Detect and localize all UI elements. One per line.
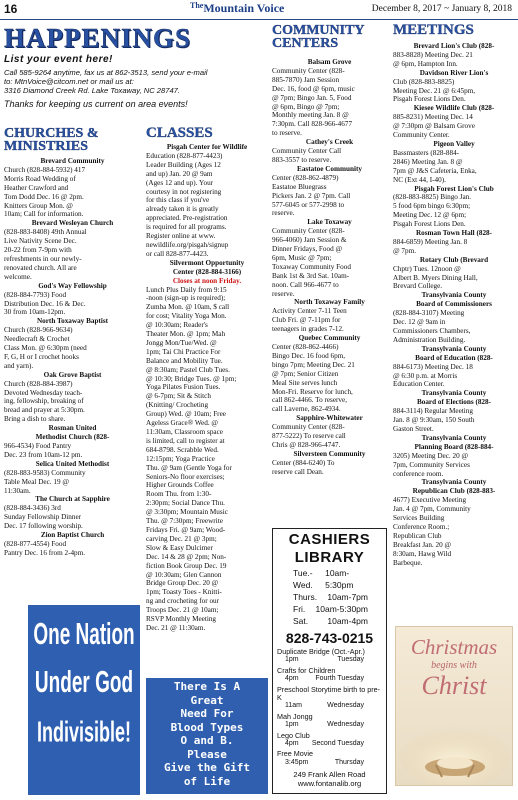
text-line: Center (828-884-3166) [172,267,242,276]
library-event-title: Crafts for Children [277,665,336,675]
text-line: Group) Wed. @ 10am; Free [146,410,226,419]
text-line: Club (828-883-8825) [393,77,455,86]
text-line: @ 10:30am; Reader's [146,321,208,330]
text-line: @ 7pm; Bingo Jan. 5, Food [272,93,352,102]
text-line: Rosman United [48,424,97,433]
text-line: Dec. 16, food @ 6pm, music [272,84,355,93]
issue-date: December 8, 2017 ~ January 8, 2018 [371,4,512,14]
text-line: Seniors-No floor exercises; [146,472,225,481]
hours-time: 10am-5:30pm [325,568,354,590]
meetings-column [393,42,515,620]
event-time: 4pm [285,740,299,748]
library-name: CASHIERS LIBRARY [288,531,371,566]
text-line: 5 food 6pm bingo 6:30pm; [393,202,471,211]
library-hours-row [293,615,368,627]
library-event-title: Lego Club [277,730,310,740]
event-day: Second Tuesday [311,740,364,748]
happenings-subtitle: List your event here! [4,54,113,65]
text-line: Republican Club (828-883- [412,487,496,496]
meetings-heading-text: MEETINGS [393,24,474,38]
text-line: Yoga Pilates Fusion Tues. [146,383,221,392]
text-line: 11:30am, Classroom space [146,428,223,436]
text-line: Conference Room.; [393,522,450,531]
text-line: welcome. [4,272,32,281]
hours-day: Tue.-Wed. [293,568,313,590]
text-line: @ 10:30am; Glen Cannon [146,570,222,579]
text-line: Education (828-877-4423) [146,151,223,160]
library-event-title: Free Movie [277,749,313,759]
text-line: Brevard College. [393,282,443,291]
event-time: 11am [285,702,302,710]
text-line: Cathey's Creek [305,138,354,147]
text-line: Pisgah Forest Lion's Club [414,184,494,193]
community-heading [272,24,386,56]
text-line: 10am; Call for information. [4,210,84,219]
text-line: Tom Dodd Dec. 16 @ 2pm. [4,192,84,201]
text-line: 884-6173) Meeting Dec. 18 [393,362,473,371]
text-line: Dec. 17 following worship. [4,522,83,531]
blood-box-line: O and B. [180,734,234,747]
text-line: @ 7pm; Senior Citizen [272,369,339,378]
text-line: 20-22 from 7-9pm with [4,246,72,255]
page-number: 16 [4,2,18,16]
text-line: Devoted Wednesday teach- [4,388,83,397]
text-line: Community Center (828- [272,66,345,75]
text-line: @ 6pm, Bingo @ 7pm; [272,102,340,111]
text-line: Silvermont Opportunity [169,258,245,267]
text-line: Balsam Grove [307,58,352,66]
text-line: Community Center Call [272,147,342,156]
text-line: for cost; Vitality Yoga Mon. [146,312,227,321]
text-line: 3205) Meeting Dec. 20 @ [393,451,469,460]
text-line: @ 3:30pm; Mountain Music [146,508,228,517]
text-line: is required for all programs. [146,223,227,232]
text-line: Silversteen Community [293,449,366,458]
text-line: Board of Commissioners [416,300,492,309]
text-line: Services Building [393,514,445,523]
text-line: Selica United Methodist [35,459,110,468]
library-event-title: Mah Jongg [277,711,313,721]
manger-star-icon [396,715,513,785]
text-line: 7:30pm. Call 828-966-4677 [272,120,353,129]
text-line: Republican Club [393,531,442,540]
text-line: Chptr) Tues. 12noon @ [393,264,461,273]
text-line: is limited, call to register at [146,436,225,445]
text-line: 1pm; Toasty Toes - Knitti- [146,588,222,597]
text-line: renovated church. All are [4,263,77,272]
text-line: and yarn). [4,361,34,370]
text-line: Bridge Group Dec. 20 @ [146,579,219,588]
text-line: (828-883-8825) Bingo Jan. [393,193,472,202]
library-event-schedule [285,702,364,710]
text-line: Sunday Fellowship Dinner [4,513,82,522]
text-line: Dec. 21 @ 11:30am. [146,623,206,632]
text-line: Fridays Fri. @ 9am; Wood- [146,525,226,534]
blood-box-line: There Is A [173,680,241,693]
text-line: Slow & Easy Dulcimer [146,543,213,552]
text-line: Room Thu. from 1:30- [146,490,212,499]
text-line: Thu. @ 9am (Gentle Yoga for [146,463,232,472]
text-line: Center (884-6240) To [272,458,335,467]
text-line: Administration Building. [393,335,466,344]
text-line: courtesy in not registering [146,187,222,196]
text-line: Board of Elections (828- [416,398,492,407]
text-line: Pisgah Forest Lions Den. [393,95,466,104]
event-time: 3:45pm [285,758,309,766]
text-line: Community Center. [393,131,450,140]
text-line: Zumba Mon. @ 10am, $ call [146,303,230,312]
text-line: Center (828-862-4879) [272,173,339,182]
text-line: Balance and Mobility Tue. [146,356,223,365]
hours-time: 10am-7pm [327,592,368,602]
text-line: Meeting Dec. 21 @ 6:45pm, [393,86,476,95]
text-line: Transylvania County [421,478,487,487]
text-line: Bank 1st & 3rd Sat. 10am- [272,271,350,280]
text-line: Higher Grounds Coffee [146,481,214,490]
text-line: already taken it is greatly [146,205,219,214]
christmas-begins-with-christ-graphic [395,626,513,786]
text-line: Brevard Community [40,157,105,165]
text-line: appreciated. Pre-registration [146,214,228,223]
happenings-block [4,24,266,141]
text-line: Bassmasters (828-884- [393,148,460,157]
text-line: Rotary Club (Brevard [419,255,489,264]
text-line: 877-5222) To reserve call [272,432,346,441]
event-time: 4pm [285,675,299,683]
text-line: -noon (sign-up is required); [146,294,226,303]
text-line: 884-6859) Meeting Jan. 8 [393,237,468,246]
text-line: @ 10:30; Bridge Tues. @ 1pm; [146,374,237,383]
text-line: Ageless Grace® Wed. @ [146,419,219,428]
library-hours-row [293,603,368,615]
text-line: 1pm; Tai Chi Practice For [146,347,221,356]
text-line: North Toxaway Family [294,298,365,307]
text-line: @ 6:30 p.m. at Morris [393,371,458,380]
event-time: 1pm [285,721,299,729]
text-line: Education Center. [393,380,445,389]
text-line: carving Dec. 21 @ 3pm; [146,534,217,543]
text-line: 30 from 10am-12pm. [4,308,66,317]
text-line: Theater Mon. @ 1pm; Mah [146,330,226,339]
text-line: reserve call Dean. [272,467,324,476]
text-line: 883-8828) Meeting Dec. 21 [393,50,473,59]
text-line: ing, fellowship, breaking of [4,397,84,406]
text-line: (828-884-3107) Meeting [393,309,465,318]
library-events [277,648,382,767]
text-line: Leader Building (Ages 12 [146,160,221,169]
text-line: Lunch Plus Daily from 9:15 [146,285,227,294]
community-column [272,58,387,524]
text-line: (828-883-8408) 49th Annual [4,228,87,237]
one-nation-line: Indivisible! [36,716,132,748]
event-day: Wednesday [327,702,364,710]
text-line: Barbeque. [393,558,423,567]
text-line: Lake Toxaway [307,218,352,227]
text-line: Quebec Community [298,334,361,343]
text-line: Community Center (828- [272,227,345,236]
text-line: Dec. 12 @ 9am in [393,318,446,327]
page-header [0,0,518,20]
text-line: Mon-Fri. Reserve for lunch, [272,387,353,396]
text-line: @ 7:30pm @ Balsam Grove [393,122,475,131]
library-website: www.fontanalib.org [297,778,362,788]
text-line: (Ages 12 and up). Your [146,178,214,187]
library-address: 249 Frank Allen Road [293,770,366,780]
text-line: North Toxaway Baptist [36,317,109,326]
text-line: Activity Center 7-11 Teen [272,307,347,316]
text-line: F, G, H or I crochet hooks [4,352,79,361]
text-line: @ 8:30am; Pastel Club Tues. [146,365,230,374]
text-line: Transylvania County [421,433,487,442]
text-line: Meal Site serves lunch [272,378,338,387]
blood-box-line: Need For [180,707,234,720]
library-event-schedule [285,721,364,729]
text-line: Needlecraft & Crochet [4,335,70,344]
text-line: NC (Ext 44, I-40). [393,175,446,184]
text-line: Chris @ 828-966-4747. [272,440,341,449]
event-day: Wednesday [327,721,364,729]
text-line: Table Meal Dec. 19 @ [4,477,69,486]
churches-heading-line: MINISTRIES [4,139,89,154]
text-line: (828-877-4554) Food [4,539,67,548]
instructions-line: Call 585-9264 anytime, fax us at 862-3513, send your e-mail [4,68,208,77]
text-line: 884-3114) Regular Meeting [393,407,473,416]
text-line: The Church at Sapphire [35,495,110,504]
library-phone: 828-743-0215 [285,630,374,646]
classes-heading [146,127,266,143]
xmas-line-christmas: Christmas [410,635,498,659]
text-line: Toxaway Community Food [272,262,351,271]
blood-box-line: Blood Types [170,720,244,734]
blood-box-line: of Life [183,774,231,788]
text-line: newildlife.org/pisgah/signup [146,240,229,249]
text-line: Pickers Jan. 2 @ 7pm. Call [272,191,351,200]
cashiers-library-ad [272,528,387,794]
text-line: @ 7pm. [393,246,416,255]
text-line: RSVP Monthly Meeting [146,615,217,624]
text-line: Methodist Church (828- [35,433,110,442]
text-line: refreshments in our newly- [4,254,82,263]
text-line: Pisgah Center for Wildlife [166,143,248,151]
instructions-line: 3316 Diamond Creek Rd. Lake Toxaway, NC 28747. [4,86,181,96]
text-line: Heather Crawford and [4,183,69,192]
hours-time: 10am-5:30pm [315,604,368,614]
text-line: Eastatoe Community [297,164,362,173]
text-line: Church (828-966-9634) [4,326,73,335]
masthead-title: Mountain Voice [203,1,285,15]
text-line: to reserve. [272,129,302,138]
churches-heading [4,127,129,157]
text-line: God's Way Fellowship [38,281,107,290]
text-line: teenagers in grades 7-12. [272,325,344,334]
text-line: Morris Road Wedding of [4,174,76,183]
text-line: Church (828-884-5932) 417 [4,165,86,174]
text-line: Oak Grove Baptist [43,370,102,379]
text-line: Knitters Group Mon. @ [4,201,73,210]
text-line: 12:15pm; Yoga Practice [146,454,215,463]
text-line: noon. Call 966-4677 to [272,280,339,289]
xmas-line-christ: Christ [421,671,487,700]
text-line: Zion Baptist Church [40,531,105,540]
hours-day: Thurs. [293,592,318,602]
text-line: 577-6045 or 577-2998 to [272,200,345,209]
text-line: (828-884-7793) Food [4,290,67,299]
library-event-schedule [285,656,364,664]
text-line: Monthly meeting Jan. 8 @ [272,111,349,120]
text-line: 966-4060) Jam Session & [272,236,347,245]
text-line: Pigeon Valley [433,139,475,148]
text-line: Troops Dec. 21 @ 10am; [146,606,219,615]
text-line: Sapphire-Whitewater [296,414,363,423]
text-line: Dinner Fridays, Food @ [272,245,343,254]
text-line: 966-4534) Food Pantry [4,442,72,450]
text-line: Transylvania County [421,389,487,398]
text-line: Albert B. Myers Dining Hall, [393,273,478,282]
text-line: Dec. 14 & 28 @ 2pm; Non- [146,552,227,561]
text-line: or call 828-877-4423. [146,249,209,258]
one-nation-line: Under God [34,666,134,700]
text-line: @ 6pm, Hampton Inn. [393,59,458,68]
one-nation-box [28,605,140,795]
text-line: 8:30am, Hawg Wild [393,549,452,558]
blood-donation-box [146,678,268,794]
classes-heading-text: CLASSES [146,127,213,141]
churches-heading-line: CHURCHES & [4,127,99,141]
text-line: Board of Education (828- [415,353,493,362]
text-line: Brevard Lion's Club (828- [413,42,495,50]
text-line: 2:30pm; Social Dance Thu. [146,499,225,508]
hours-day: Sat. [293,616,309,626]
text-line: Jan. 8 @ 9:30am, 150 South [393,416,475,425]
text-line: 885-8231) Meeting Dec. 14 [393,113,473,122]
text-line: and up) Jan. 20 @ 9am [146,169,213,178]
text-line: Transylvania County [421,344,487,353]
text-line: Pantry Dec. 16 from 2-4pm. [4,548,86,557]
masthead [190,1,284,16]
text-line: Thu. @ 7:30pm; Freewrite [146,517,223,526]
text-line: Kiesee Wildlife Club (828- [413,104,495,113]
text-line: Gaston Street. [393,424,434,433]
library-hours-row [293,567,368,591]
text-line: Commissioners Chambers, [393,327,471,335]
library-event-schedule [285,675,364,683]
masthead-the: The [190,1,204,10]
text-line: @ 6-7pm; Sit & Stitch [146,392,211,401]
library-event-title: Duplicate Bridge (Oct.-Apr.) [277,647,365,656]
blood-box-line: Great [190,693,224,707]
text-line: reserve. [272,209,295,218]
text-line: 2846) Meeting Jan. 8 @ [393,157,463,166]
one-nation-line: One Nation [33,618,135,652]
meetings-heading [393,24,513,40]
text-line: 885-7870) Jam Session [272,75,340,84]
event-day: Tuesday [337,656,364,664]
text-line: for this class if you've [146,196,210,205]
text-line: Distribution Dec. 16 & Dec. [4,299,86,308]
text-line: (828-883-9583) Community [4,468,86,477]
text-line: Dec. 23 from 10am-12 pm. [4,450,83,459]
library-event-title: Preschool Storytime birth to pre-K [277,684,381,703]
text-line: (828-884-3436) 3rd [4,504,61,513]
text-line: Bring a dish to share. [4,415,66,424]
event-day: Thursday [334,758,364,766]
library-event-schedule [285,740,364,748]
text-line: Brevard Wesleyan Church [31,219,114,228]
text-line: call Laverne, 862-4934. [272,405,341,414]
community-heading-line: COMMUNITY [272,24,365,38]
text-line: Breakfast Jan. 20 @ [393,540,452,549]
text-line: Rosman Town Hall (828- [415,229,493,238]
library-event-schedule [285,759,364,767]
library-hours-row [293,591,368,603]
text-line: Jan. 4 @ 7pm, Community [393,505,471,514]
text-line: reserve. [272,289,295,298]
text-line: call 862-4466. To reserve, [272,396,348,405]
blood-box-line: Give the Gift [163,761,251,774]
event-time: 1pm [285,656,299,664]
hours-day: Fri. [293,604,306,614]
text-line: (Knitting/ Crocheting [146,401,209,410]
text-line: Register online at www. [146,232,216,241]
text-line: Center (828-862-4466) [272,343,339,351]
text-line: 7pm, Community Services [393,460,470,469]
text-line: ng and crocheting for our [146,597,220,606]
text-line: bread and prayer at 5:30pm. [4,406,85,415]
text-line: 4677) Executive Meeting [393,496,467,505]
blood-box-line: Please [187,747,227,761]
library-hours [277,567,382,627]
text-line: Live Nativity Scene Dec. [4,237,77,246]
text-line: fiction Book Group Dec. 19 [146,561,227,570]
instructions-line: to: MtnVoice@citcom.net or mail us at: [4,77,134,87]
text-line: 883-3557 to reserve. [272,155,332,164]
xmas-line-begins-with: begins with [431,660,477,671]
hours-time: 10am-4pm [327,616,368,626]
text-line: Planning Board (828-884- [414,442,494,451]
text-line: Jongg Mon/Tue/Wed. @ [146,338,217,347]
text-line: Eastatoe Bluegrass [272,182,327,191]
text-line: Class Mon. @ 6:30pm (need [4,344,87,353]
text-line: 7pm @ J&S Cafeteria, Enka, [393,166,477,175]
text-line: Meeting Dec. 12 @ 6pm; [393,211,467,220]
text-line: 6pm, Music @ 7pm; [272,253,332,262]
text-line: Transylvania County [421,291,487,300]
text-line: bingo 7pm; Meeting Dec. 21 [272,360,355,369]
text-line: Club Fri. @ 7-11pm for [272,316,341,325]
happenings-title: HAPPENINGS [4,24,192,53]
churches-column [4,157,141,599]
text-line: 684-8798. Scrabble Wed. [146,445,219,454]
classes-column [146,143,268,678]
text-line: Community Center (828- [272,423,345,432]
text-line: Bingo Dec. 16 food 6pm, [272,351,346,360]
text-line: conference room. [393,469,444,478]
event-day: Fourth Tuesday [315,675,364,683]
text-line: Pisgah Forest Lions Den. [393,220,466,229]
text-line: Church (828-884-3987) [4,379,73,388]
text-line: 11:30am. [4,486,31,495]
text-line: Davidson River Lion's [419,68,489,77]
community-heading-line: CENTERS [272,36,339,51]
thanks-line: Thanks for keeping us current on area events! [4,98,188,109]
text-line: Closes at noon Friday. [172,276,242,285]
